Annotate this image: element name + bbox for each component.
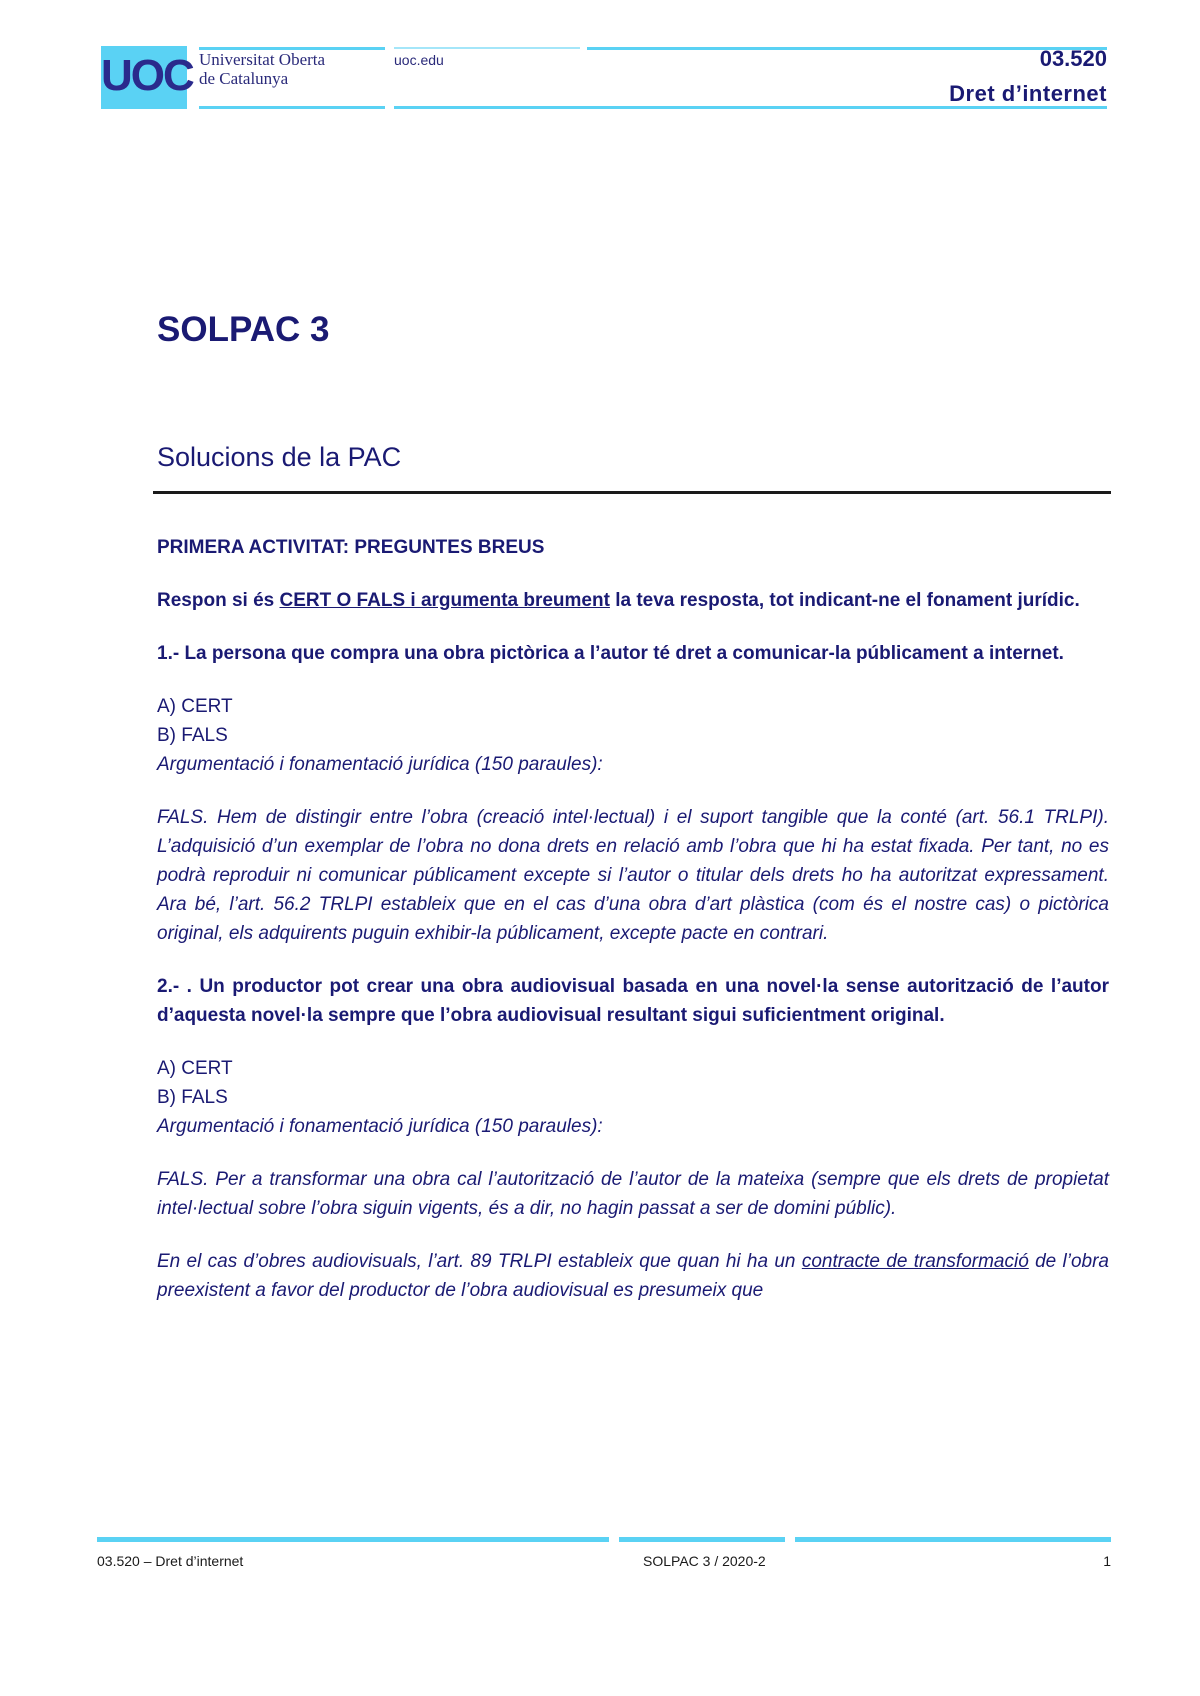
course-name: Dret d’internet — [949, 81, 1107, 106]
document-title: SOLPAC 3 — [157, 310, 330, 349]
instruction-text: Respon si és — [157, 590, 280, 611]
instruction-text: la teva resposta, tot indicant-ne el fonament jurídic. — [609, 590, 1080, 611]
uoc-logo: UOC — [101, 51, 193, 100]
university-name-line2: de Catalunya — [199, 69, 289, 88]
university-name-line1: Universitat Oberta — [199, 50, 326, 69]
option-a: A) CERT — [157, 696, 233, 717]
option-b: B) FALS — [157, 1087, 228, 1108]
argument-label: Argumentació i fonamentació jurídica (150 paraules): — [157, 754, 603, 775]
website-link[interactable]: uoc.edu — [394, 52, 444, 68]
option-b: B) FALS — [157, 725, 228, 746]
document-subtitle: Solucions de la PAC — [157, 442, 402, 472]
section-heading: PRIMERA ACTIVITAT: PREGUNTES BREUS — [157, 537, 545, 558]
header-rule — [394, 106, 1107, 109]
question-1: 1.- La persona que compra una obra pictòrica a l’autor té dret a comunicar-la públicament a internet. — [157, 643, 1064, 664]
answer-2-paragraph-1: FALS. Per a transformar una obra cal l’autorització de l’autor de la mateixa (sempre que els drets de propietat intel·lectual sobre l’obra siguin vigents, és a dir, no hagin passat a ser de domini públic). — [157, 1169, 1109, 1219]
argument-label: Argumentació i fonamentació jurídica (150 paraules): — [157, 1116, 603, 1137]
title-divider — [153, 491, 1111, 494]
footer-rule — [795, 1537, 1111, 1542]
answer-2-paragraph-2 — [157, 1247, 1109, 1305]
header-rule — [587, 47, 1107, 50]
footer-course: 03.520 – Dret d’internet — [97, 1553, 244, 1569]
course-code: 03.520 — [1039, 46, 1107, 71]
instruction-emphasis: CERT O FALS i argumenta breument — [279, 590, 610, 611]
option-a: A) CERT — [157, 1058, 233, 1079]
document-body — [157, 533, 1109, 1329]
header-rule — [199, 106, 385, 109]
answer-text: de l’obra preexistent a favor del productor de l’obra audiovisual es presumeix que — [157, 1251, 1109, 1301]
footer-rule — [619, 1537, 785, 1542]
footer-rule — [97, 1537, 609, 1542]
answer-1: FALS. Hem de distingir entre l’obra (creació intel·lectual) i el suport tangible que la conté (art. 56.1 TRLPI). L’adquisició d’un exemplar de l’obra no dona drets en relació amb l’obra que hi ha estat fixada. Per tant, no es podrà reproduir ni comunicar públicament excepte si l’autor o titular dels drets ho ha autoritzat expressament. Ara bé, l’art. 56.2 TRLPI estableix que en el cas d’una obra d’art plàstica (com és el nostre cas) o pictòrica original, els adquirents puguin exhibir-la públicament, excepte pacte en contrari. — [157, 807, 1109, 944]
instruction — [157, 586, 1109, 615]
header-rule — [394, 47, 580, 49]
question-2: 2.- . Un productor pot crear una obra audiovisual basada en una novel·la sense autorització de l’autor d’aquesta novel·la sempre que l’obra audiovisual resultant sigui suficientment original. — [157, 976, 1109, 1026]
footer-document: SOLPAC 3 / 2020-2 — [643, 1553, 766, 1569]
page-number: 1 — [1103, 1553, 1111, 1569]
university-name — [199, 50, 325, 88]
answer-emphasis: contracte de transformació — [801, 1251, 1029, 1272]
answer-text: En el cas d’obres audiovisuals, l’art. 89 TRLPI estableix que quan hi ha un — [157, 1251, 802, 1272]
